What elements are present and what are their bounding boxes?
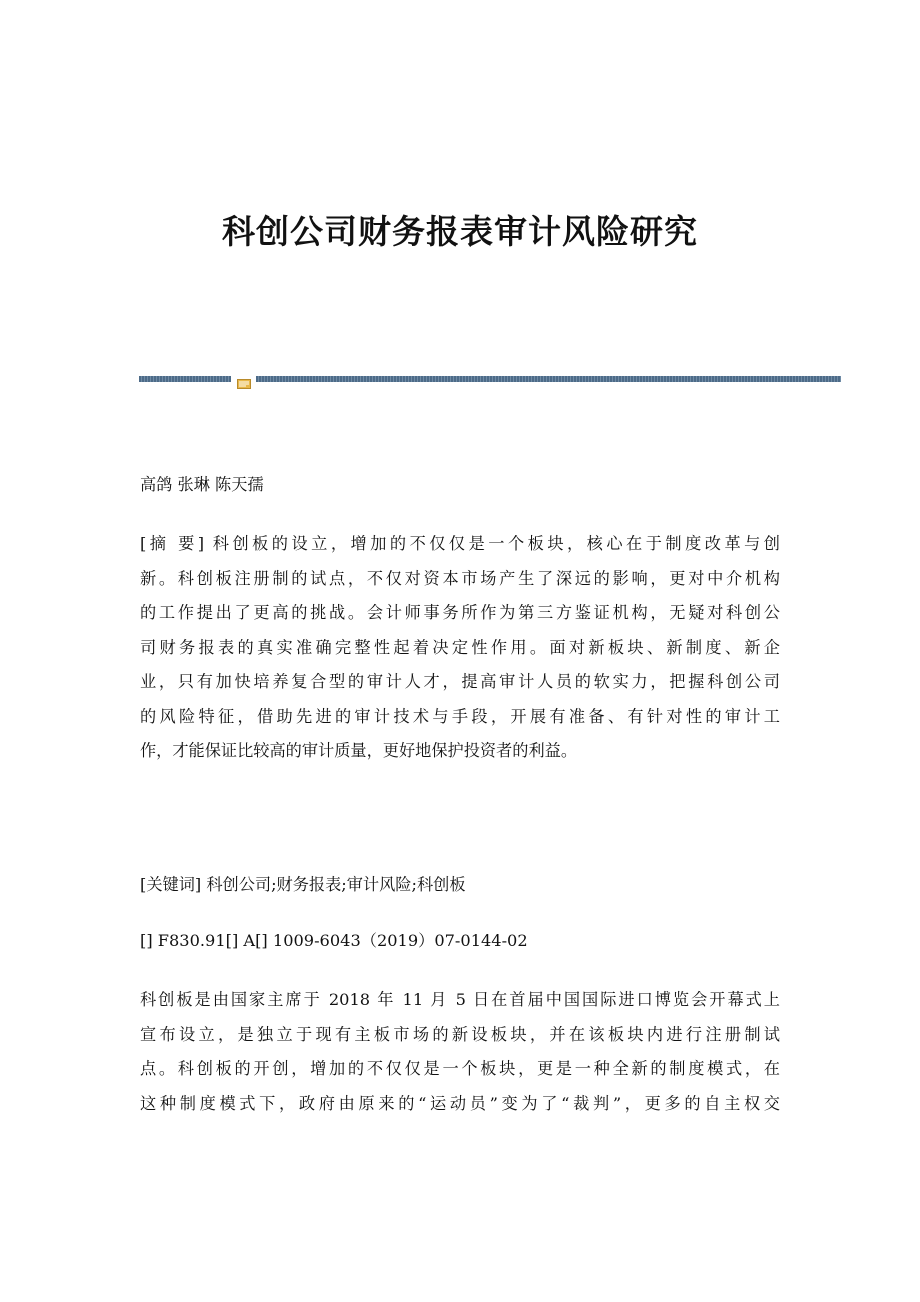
intro-line: 宣布设立，是独立于现有主板市场的新设板块，并在该板块内进行注册制试 [140,1024,780,1044]
abstract-line: 司财务报表的真实准确完整性起着决定性作用。面对新板块、新制度、新企 [140,637,780,657]
abstract-line: 的工作提出了更高的挑战。会计师事务所作为第三方鉴证机构，无疑对科创公 [140,603,780,622]
divider-bar-left [139,376,231,382]
abstract-line: 作，才能保证比较高的审计质量，更好地保护投资者的利益。 [140,741,578,760]
abstract-line: [摘 要] 科创板的设立，增加的不仅仅是一个板块，核心在于制度改革与创 [140,534,780,553]
intro-line: 点。科创板的开创，增加的不仅仅是一个板块，更是一种全新的制度模式，在 [140,1059,780,1078]
abstract-line: 业，只有加快培养复合型的审计人才，提高审计人员的软实力，把握科创公司 [140,672,780,691]
divider-bar-right [256,376,841,382]
introduction [140,983,780,1121]
title-divider [139,374,841,384]
intro-line: 这种制度模式下，政府由原来的“运动员”变为了“裁判”，更多的自主权交 [140,1093,780,1113]
abstract-line: 新。科创板注册制的试点，不仅对资本市场产生了深远的影响，更对中介机构 [140,568,780,588]
classification-codes [140,929,780,953]
document-title: 科创公司财务报表审计风险研究 [222,212,698,251]
book-emblem-icon [237,374,251,384]
abstract-line: 的风险特征，借助先进的审计技术与手段，开展有准备、有针对性的审计工 [140,706,780,726]
keywords: [关键词] 科创公司;财务报表;审计风险;科创板 [140,875,466,894]
intro-line: 科创板是由国家主席于 2018 年 11 月 5 日在首届中国国际进口博览会开幕式上 [140,990,780,1009]
classification-text: [] F830.91[] A[] 1009-6043（2019）07-0144-02 [140,931,528,950]
abstract [140,527,780,769]
authors: 高鸽 张琳 陈天孺 [140,475,264,494]
